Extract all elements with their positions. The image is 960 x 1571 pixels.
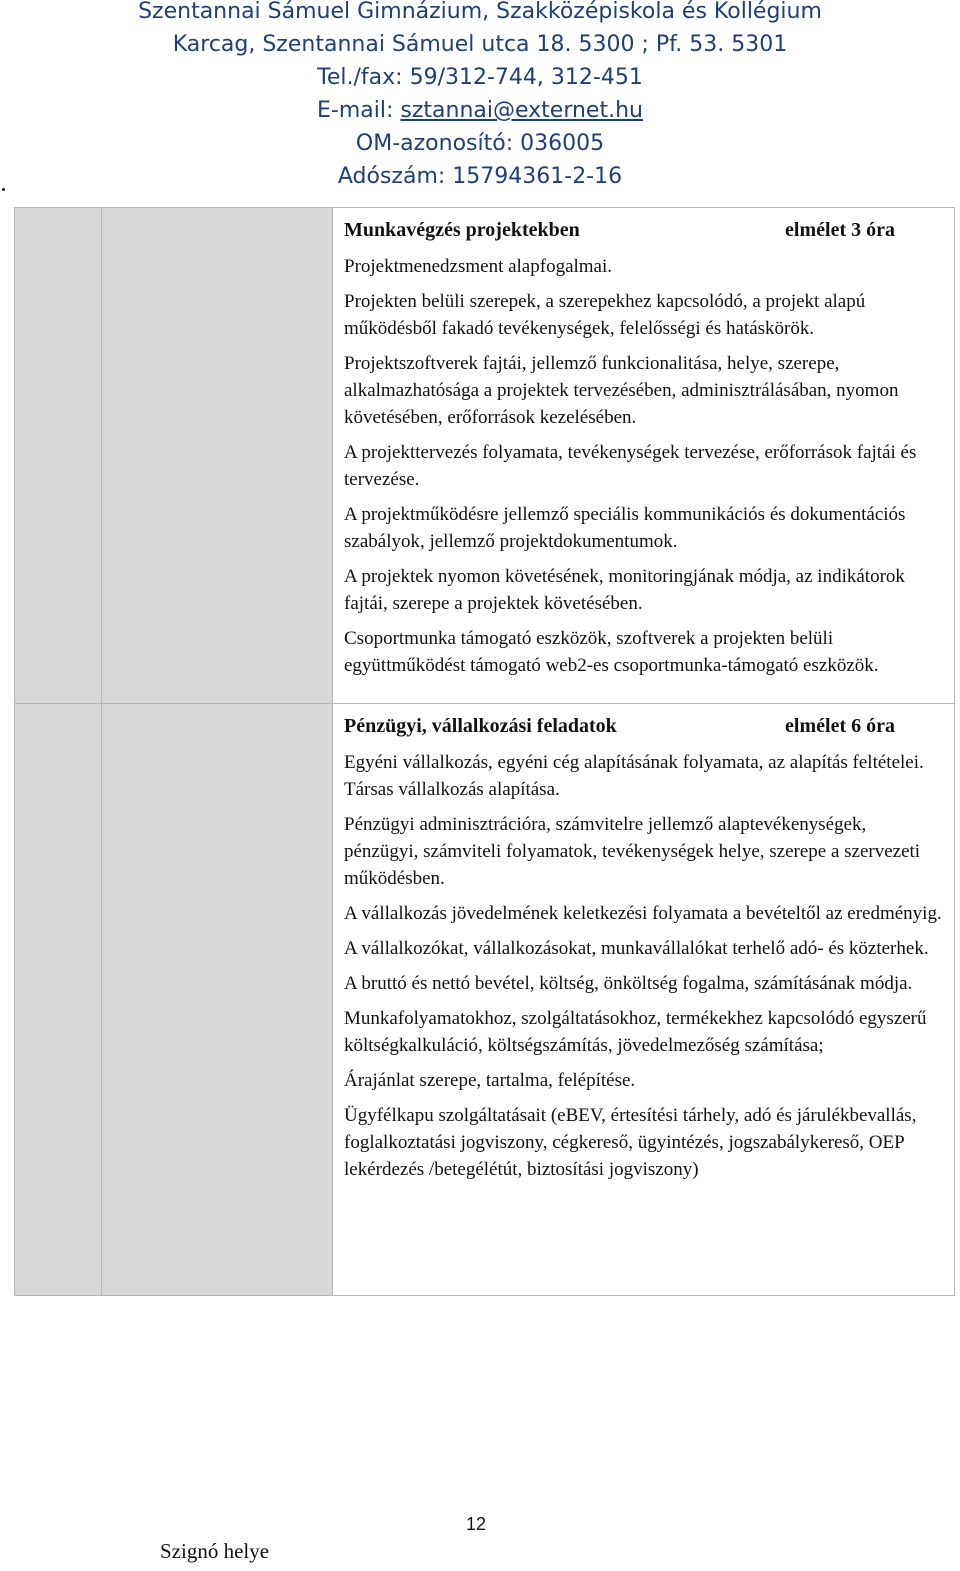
curriculum-table [14,207,955,1296]
school-address: Karcag, Szentannai Sámuel utca 18. 5300 ; Pf. 53. 5301 [172,32,788,57]
topic-paragraph: Árajánlat szerepe, tartalma, felépítése. [344,1070,636,1091]
topic-paragraph: Projektmenedzsment alapfogalmai. [344,256,613,277]
topic-paragraph: A bruttó és nettó bevétel, költség, önköltség fogalma, számításának módja. [344,973,913,994]
topic-paragraph: Csoportmunka támogató eszközök, szoftverek a projekten belüli együttműködést támogató web2-es csoportmunka-támogató eszközök. [344,628,879,676]
topic-paragraph: Munkafolyamatokhoz, szolgáltatásokhoz, termékekhez kapcsolódó egyszerű költségkalkuláció, költségszámítás, jövedelmezőség számítása; [344,1008,927,1056]
topic-paragraph: A projektműködésre jellemző speciális kommunikációs és dokumentációs szabályok, jellemző projektdokumentumok. [344,504,906,552]
topic-paragraph: Projekten belüli szerepek, a szerepekhez kapcsolódó, a projekt alapú működésből fakadó tevékenységek, felelősségi és hatáskörök. [344,291,866,339]
topic-paragraph: A projektek nyomon követésének, monitoringjának módja, az indikátorok fajtái, szerepe a projektek követésében. [344,566,905,614]
topic-paragraph: Pénzügyi adminisztrációra, számvitelre jellemző alaptevékenységek, pénzügyi, számviteli folyamatok, tevékenységek helye, szerepe a szervezeti működésben. [344,814,921,889]
table-row [15,208,954,704]
table-row [15,704,954,1296]
topic-paragraph: A vállalkozókat, vállalkozásokat, munkavállalókat terhelő adó- és közterhek. [344,938,929,959]
topic-title: Pénzügyi, vállalkozási feladatok [344,715,617,737]
school-email-line [0,99,960,123]
empty-shaded-cell [15,704,102,1295]
page-number: 12 [466,1514,487,1534]
school-name: Szentannai Sámuel Gimnázium, Szakközépiskola és Kollégium [138,0,822,24]
school-om-id: OM-azonosító: 036005 [355,131,605,156]
school-phone: Tel./fax: 59/312-744, 312-451 [317,65,643,90]
topic-hours: elmélet 3 óra [785,219,895,241]
email-label: E-mail: [317,98,401,123]
topic-paragraph: Egyéni vállalkozás, egyéni cég alapításának folyamata, az alapítás feltételei. Társas vállalkozás alapítása. [344,752,924,800]
topic-paragraph: A vállalkozás jövedelmének keletkezési folyamata a bevételtől az eredményig. [344,903,942,924]
email-link[interactable]: sztannai@externet.hu [400,98,643,123]
empty-shaded-cell [15,208,102,703]
topic-cell [333,208,954,703]
school-tax-number: Adószám: 15794361-2-16 [337,164,623,189]
signature-place-label: Szignó helye [160,1539,270,1563]
topic-header [344,217,942,243]
topic-paragraph: Ügyfélkapu szolgáltatásait (eBEV, értesítési tárhely, adó és járulékbevallás, foglalkoztatási jogviszony, cégkereső, ügyintézés, jogszabálykereső, OEP lekérdezés /betegélétút, biztosítási jogviszony) [344,1105,917,1180]
topic-paragraph: Projektszoftverek fajtái, jellemző funkcionalitása, helye, szerepe, alkalmazhatósága a projektek tervezésében, adminisztrálásában, nyomon követésében, erőforrások kezelésében. [344,353,899,428]
topic-hours: elmélet 6 óra [785,715,895,737]
topic-header [344,713,942,739]
stray-dot [2,188,5,191]
topic-paragraph: A projekttervezés folyamata, tevékenységek tervezése, erőforrások fajtái és tervezése. [344,442,917,490]
topic-cell [333,704,954,1295]
empty-shaded-cell [102,208,333,703]
topic-title: Munkavégzés projektekben [344,219,580,241]
empty-shaded-cell [102,704,333,1295]
